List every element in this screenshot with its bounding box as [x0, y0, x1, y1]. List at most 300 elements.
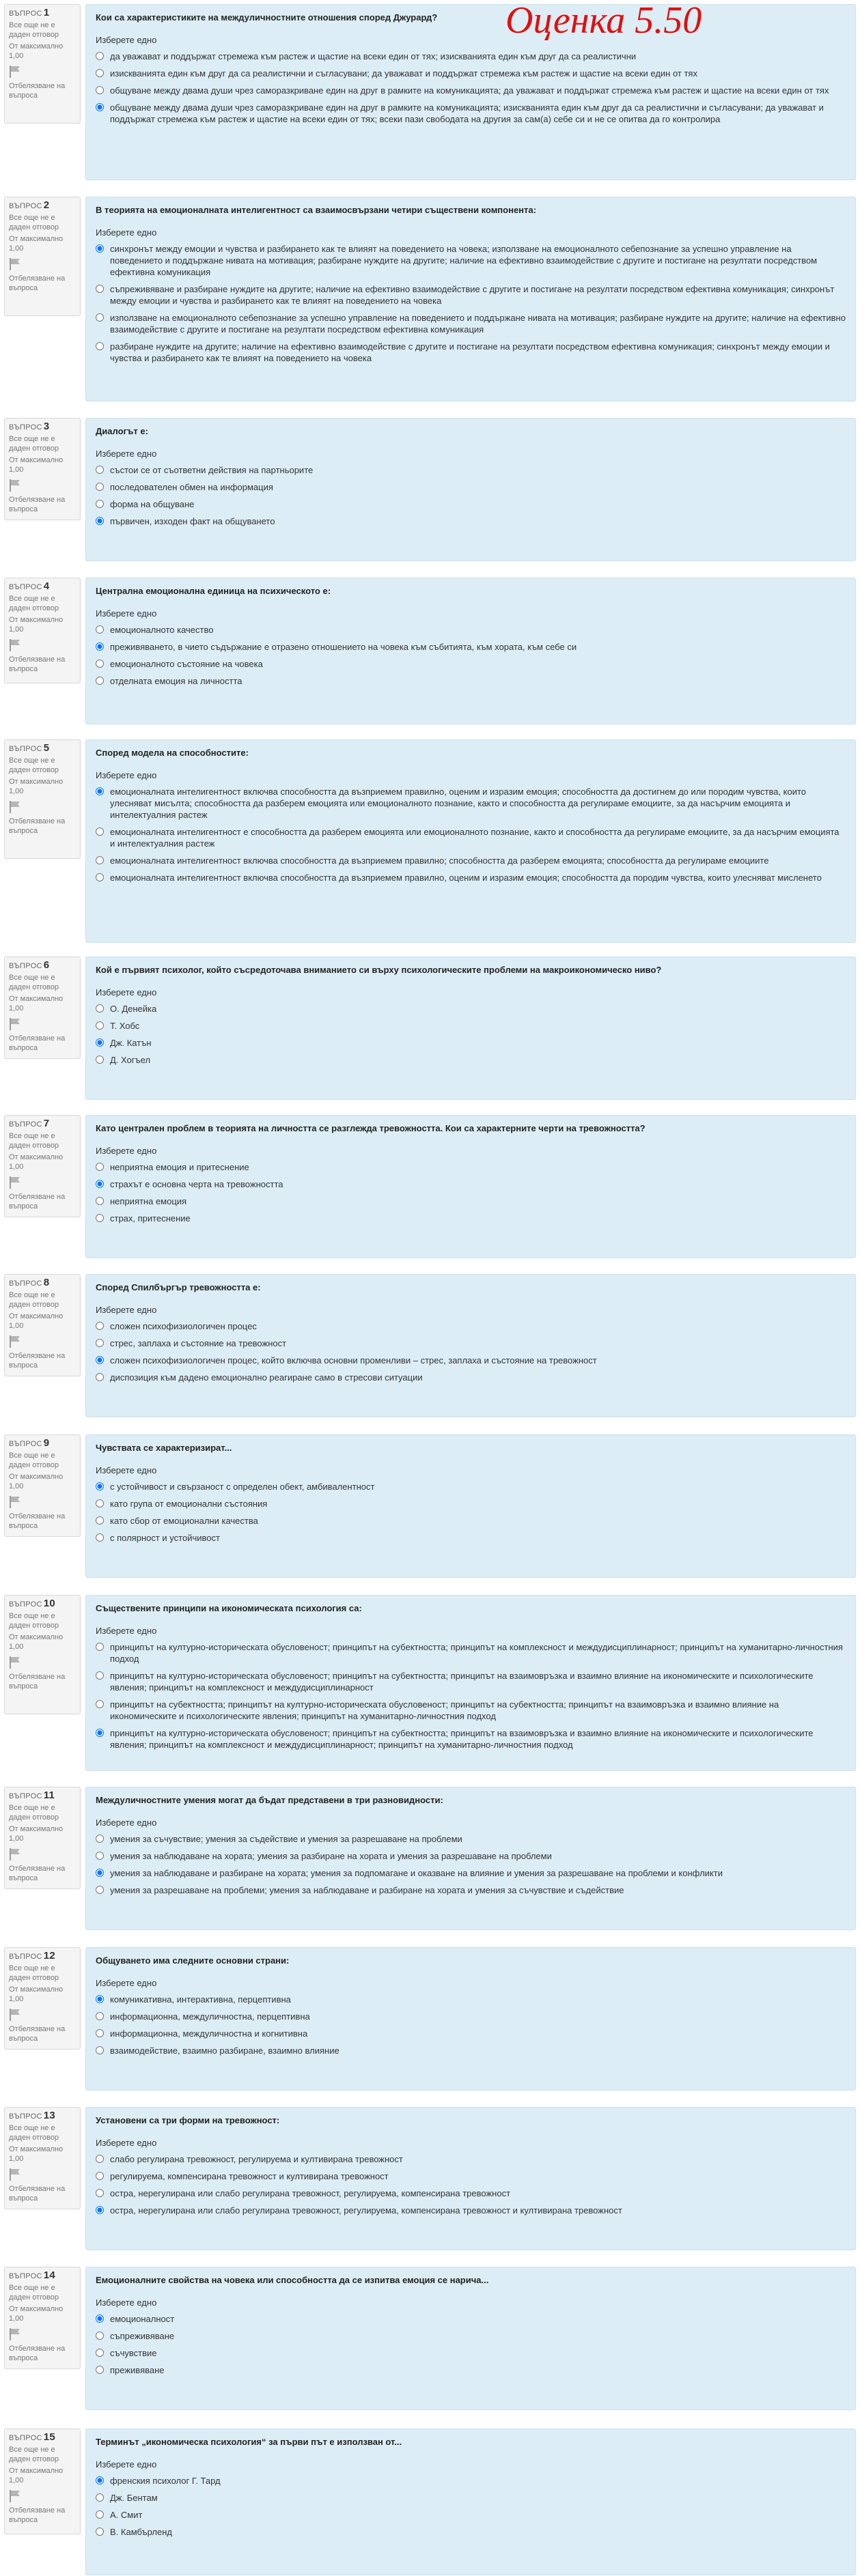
answer-radio[interactable]: [96, 517, 104, 525]
flag-question-link[interactable]: Отбелязване на въпроса: [9, 1193, 66, 1211]
answer-option[interactable]: [96, 2188, 846, 2199]
answer-option[interactable]: [96, 2492, 846, 2504]
answer-option-text: като сбор от емоционални качества: [110, 1516, 258, 1526]
answer-option[interactable]: [96, 675, 846, 687]
question-content: [85, 957, 856, 1100]
answer-radio[interactable]: [96, 1322, 104, 1330]
answer-radio[interactable]: [96, 1038, 104, 1047]
answer-option-text: Т. Хобс: [110, 1021, 140, 1031]
answer-option[interactable]: [96, 283, 846, 307]
answer-option-text: общуване между двама души чрез саморазкриване един на друг в рамките на комуникацията; да уважават и поддържат стремежа към растеж и щастие на всеки един от тях: [110, 85, 829, 96]
answer-radio[interactable]: [96, 827, 104, 836]
answer-option-text: отделната емоция на личността: [110, 676, 242, 686]
answer-radio[interactable]: [96, 2332, 104, 2340]
flag-question-link[interactable]: Отбелязване на въпроса: [9, 2185, 66, 2203]
question-content: [85, 1787, 856, 1930]
question-number: ВЪПРОС 8: [9, 1277, 50, 1288]
answer-option-text: страхът е основна черта на тревожността: [110, 1179, 283, 1189]
answer-option[interactable]: [96, 2509, 846, 2521]
question-max-points: От максимално 1,00: [9, 235, 64, 253]
answer-radio[interactable]: [96, 2172, 104, 2180]
answer-option[interactable]: [96, 2028, 846, 2039]
answer-option[interactable]: [96, 2045, 846, 2056]
answer-radio[interactable]: [96, 2476, 104, 2485]
answer-option-text: емоционалната интелигентност включва способността да възприемем правилно, оценим и изразим емоция; способността да породим чувства, които улесняват мисленето: [110, 873, 822, 883]
question-number: ВЪПРОС 2: [9, 199, 50, 211]
answer-option-text: форма на общуване: [110, 499, 195, 509]
question-status: Все още не е даден отговор: [9, 1132, 59, 1150]
flag-icon[interactable]: [9, 800, 21, 814]
question-text: Централна емоционална единица на психическото е:: [96, 586, 331, 596]
answer-options: [96, 1833, 846, 1896]
answer-radio[interactable]: [96, 856, 104, 864]
question-content: [85, 197, 856, 401]
answer-options: [96, 2313, 846, 2376]
question-text: Диалогът е:: [96, 426, 148, 436]
answer-prompt: Изберете едно: [96, 2459, 157, 2469]
answer-option[interactable]: [96, 243, 846, 278]
answer-option[interactable]: [96, 2347, 846, 2359]
answer-option[interactable]: [96, 341, 846, 364]
answer-option[interactable]: [96, 658, 846, 670]
answer-options: [96, 1320, 846, 1383]
answer-option-text: Д. Хогъел: [110, 1055, 151, 1065]
answer-options: [96, 624, 846, 687]
answer-option-text: използване на емоционалното себепознание за успешно управление на поведението и поддържане нивата на мотивация; разбиране нуждите на другите; наличие на ефективно взаимодействие с другите и постигане на резултати посредством ефективна комуникация: [110, 313, 846, 335]
answer-option-text: преживяването, в чието съдържание е отразено отношението на човека към събитията, към хората, към себе си: [110, 642, 577, 652]
answer-option[interactable]: [96, 786, 846, 821]
answer-option[interactable]: [96, 1481, 846, 1492]
answer-options: [96, 51, 846, 125]
answer-option-text: Дж. Бентам: [110, 2493, 158, 2503]
answer-option-text: остра, нерегулирана или слабо регулирана тревожност, регулируема, компенсирана тревожност: [110, 2188, 511, 2198]
answer-option-text: принципът на субектността; принципът на културно-историческата обусловеност; принципът на субектността; принципът на взаимовръзка и взаимно влияние на икономическите и психологическите явления; принципът на хуманитарно-личностния подход: [110, 1699, 779, 1721]
answer-option-text: взаимодействие, взаимно разбиране, взаимно влияние: [110, 2046, 339, 2056]
answer-option[interactable]: [96, 1213, 846, 1224]
answer-option[interactable]: [96, 1161, 846, 1173]
answer-option[interactable]: [96, 1727, 846, 1751]
question-info-panel: [4, 1115, 81, 1217]
question-status: Все още не е даден отговор: [9, 21, 59, 39]
flag-icon[interactable]: [9, 638, 21, 652]
flag-icon[interactable]: [9, 65, 21, 79]
flag-icon[interactable]: [9, 2168, 21, 2181]
question-info-panel: [4, 2107, 81, 2209]
answer-option-text: А. Смит: [110, 2510, 143, 2520]
answer-radio[interactable]: [96, 1021, 104, 1030]
question-info-panel: [4, 197, 81, 316]
flag-icon[interactable]: [9, 2327, 21, 2341]
flag-icon[interactable]: [9, 1176, 21, 1189]
question-content: [85, 1947, 856, 2091]
answer-option-text: умения за съчувствие; умения за съдействие и умения за разрешаване на проблеми: [110, 1834, 462, 1844]
answer-radio[interactable]: [96, 2046, 104, 2054]
answer-option[interactable]: [96, 481, 846, 493]
answer-radio[interactable]: [96, 677, 104, 685]
question-status: Все още не е даден отговор: [9, 1612, 59, 1630]
answer-radio[interactable]: [96, 2155, 104, 2163]
answer-radio[interactable]: [96, 1643, 104, 1651]
question-content: [85, 2429, 856, 2575]
question-number: ВЪПРОС 13: [9, 2110, 56, 2121]
question-number: ВЪПРОС 7: [9, 1118, 50, 1129]
answer-prompt: Изберете едно: [96, 770, 157, 780]
question-max-points: От максимално 1,00: [9, 995, 64, 1013]
answer-option[interactable]: [96, 464, 846, 476]
question-text: Терминът „икономическа психология“ за първи път е използван от...: [96, 2437, 402, 2447]
question-status: Все още не е даден отговор: [9, 1291, 59, 1309]
answer-prompt: Изберете едно: [96, 449, 157, 459]
question-info-panel: [4, 1274, 81, 1376]
answer-radio[interactable]: [96, 1516, 104, 1525]
answer-options: [96, 2475, 846, 2538]
flag-question-link[interactable]: Отбелязване на въпроса: [9, 2506, 66, 2524]
question-number: ВЪПРОС 3: [9, 421, 50, 432]
answer-radio[interactable]: [96, 1197, 104, 1205]
answer-prompt: Изберете едно: [96, 227, 157, 238]
grade-annotation: Оценка 5.50: [505, 0, 702, 42]
question-content: [85, 2107, 856, 2250]
question-status: Все още не е даден отговор: [9, 1452, 59, 1469]
answer-option[interactable]: [96, 1320, 846, 1332]
flag-icon[interactable]: [9, 479, 21, 492]
answer-option-text: емоционалната интелигентност включва способността да възприемем правилно; способността да разберем емоцията; способността да регулираме емоциите: [110, 855, 769, 866]
question-info-panel: [4, 418, 81, 520]
question-number: ВЪПРОС 6: [9, 959, 50, 971]
question-content: [85, 739, 856, 943]
answer-option[interactable]: [96, 2170, 846, 2182]
answer-radio[interactable]: [96, 1356, 104, 1364]
question-text: Кои са характеристиките на междуличностните отношения според Джурард?: [96, 12, 438, 23]
flag-icon[interactable]: [9, 2489, 21, 2503]
answer-radio[interactable]: [96, 787, 104, 795]
answer-options: [96, 243, 846, 364]
answer-option[interactable]: [96, 2364, 846, 2376]
answer-radio[interactable]: [96, 1671, 104, 1680]
flag-icon[interactable]: [9, 1656, 21, 1669]
answer-option[interactable]: [96, 1532, 846, 1544]
answer-option[interactable]: [96, 1641, 846, 1665]
question-max-points: От максимално 1,00: [9, 456, 64, 474]
answer-option-text: умения за наблюдаване и разбиране на хората; умения за подпомагане и оказване на влияние и умения за разрешаване на проблеми и конфликти: [110, 1868, 723, 1878]
answer-radio[interactable]: [96, 69, 104, 77]
answer-option[interactable]: [96, 1037, 846, 1049]
answer-radio[interactable]: [96, 1499, 104, 1508]
question-status: Все още не е даден отговор: [9, 2284, 59, 2302]
question-info-panel: [4, 1434, 81, 1537]
question-max-points: От максимално 1,00: [9, 2305, 64, 2323]
question-text: Общуването има следните основни страни:: [96, 1955, 290, 1966]
answer-option-text: Дж. Катън: [110, 1038, 152, 1048]
answer-option[interactable]: [96, 85, 846, 96]
answer-option-text: състои се от съответни действия на партньорите: [110, 465, 314, 475]
flag-question-link[interactable]: Отбелязване на въпроса: [9, 2025, 66, 2043]
question-max-points: От максимално 1,00: [9, 1312, 64, 1330]
answer-radio[interactable]: [96, 86, 104, 94]
answer-option-text: информационна, междуличностна и когнитивна: [110, 2028, 308, 2039]
answer-radio[interactable]: [96, 500, 104, 508]
answer-option-text: принципът на културно-историческата обусловеност; принципът на субектността; принципът на взаимовръзка и взаимно влияние на икономическите и психологическите явления; принципът на комплексност и междудисциплинарност: [110, 1671, 814, 1693]
answer-option[interactable]: [96, 1195, 846, 1207]
question-content: [85, 1434, 856, 1578]
question-number: ВЪПРОС 10: [9, 1598, 56, 1609]
question-content: [85, 1595, 856, 1771]
answer-option-text: емоционалното състояние на човека: [110, 659, 263, 669]
answer-option[interactable]: [96, 641, 846, 653]
answer-option[interactable]: [96, 872, 846, 883]
answer-option-text: изискванията един към друг да са реалистични и съгласувани; да уважават и поддържат стремежа към растеж и щастие на всеки един от тях: [110, 68, 697, 79]
flag-question-link[interactable]: Отбелязване на въпроса: [9, 817, 66, 835]
question-status: Все още не е даден отговор: [9, 435, 59, 453]
answer-option-text: общуване между двама души чрез саморазкриване един на друг в рамките на комуникацията; изискванията един към друг да са реалистични и съгласувани; да уважават и поддържат стремежа към растеж и щастие на всеки един от тях; всеки пази свободата на другия за сам(а) себе си и не се опитва да го контролира: [110, 102, 824, 124]
answer-option[interactable]: [96, 855, 846, 866]
question-text: Кой е първият психолог, който съсредоточава вниманието си върху психологическите проблеми на макроикономическо ниво?: [96, 965, 662, 975]
answer-radio[interactable]: [96, 2206, 104, 2214]
answer-option-text: стрес, заплаха и състояние на тревожност: [110, 1338, 287, 1348]
answer-option-text: с полярност и устойчивост: [110, 1533, 220, 1543]
answer-option-text: емоционалното качество: [110, 625, 214, 635]
question-number: ВЪПРОС 4: [9, 580, 50, 592]
answer-option-text: остра, нерегулирана или слабо регулирана тревожност, регулируема, компенсирана тревожност и култивирана тревожност: [110, 2205, 622, 2216]
question-info-panel: [4, 578, 81, 683]
answer-prompt: Изберете едно: [96, 1817, 157, 1828]
question-status: Все още не е даден отговор: [9, 974, 59, 991]
answer-radio[interactable]: [96, 1700, 104, 1708]
answer-prompt: Изберете едно: [96, 1146, 157, 1156]
flag-icon[interactable]: [9, 1495, 21, 1509]
question-max-points: От максимално 1,00: [9, 778, 64, 795]
answer-option[interactable]: [96, 1833, 846, 1845]
answer-radio[interactable]: [96, 2366, 104, 2374]
answer-option[interactable]: [96, 102, 846, 125]
answer-options: [96, 1161, 846, 1224]
answer-option-text: преживяване: [110, 2365, 165, 2375]
answer-radio[interactable]: [96, 1373, 104, 1381]
question-max-points: От максимално 1,00: [9, 1985, 64, 2003]
flag-icon[interactable]: [9, 1848, 21, 1861]
answer-option[interactable]: [96, 2313, 846, 2325]
question-max-points: От максимално 1,00: [9, 1633, 64, 1651]
answer-radio[interactable]: [96, 1869, 104, 1877]
answer-option[interactable]: [96, 515, 846, 527]
answer-radio[interactable]: [96, 313, 104, 322]
answer-radio[interactable]: [96, 2315, 104, 2323]
answer-radio[interactable]: [96, 1180, 104, 1188]
answer-option[interactable]: [96, 1355, 846, 1366]
answer-option[interactable]: [96, 1670, 846, 1693]
flag-question-link[interactable]: Отбелязване на въпроса: [9, 1673, 66, 1690]
question-info-panel: [4, 739, 81, 859]
answer-option[interactable]: [96, 1020, 846, 1032]
answer-option-text: принципът на културно-историческата обусловеност; принципът на субектността; принципът на взаимовръзка и взаимно влияние на икономическите и психологическите явления; принципът на комплексност и междудисциплинарност; принципът на хуманитарно-личностния подход: [110, 1728, 814, 1750]
question-text: Като централен проблем в теорията на личността се разглежда тревожността. Кои са характерните черти на тревожността?: [96, 1123, 646, 1133]
answer-radio[interactable]: [96, 1533, 104, 1542]
answer-option-text: слабо регулирана тревожност, регулируема и култивирана тревожност: [110, 2154, 403, 2164]
answer-option[interactable]: [96, 51, 846, 62]
question-number: ВЪПРОС 12: [9, 1950, 56, 1962]
answer-radio[interactable]: [96, 1995, 104, 2003]
answer-option[interactable]: [96, 68, 846, 79]
answer-prompt: Изберете едно: [96, 1305, 157, 1315]
flag-icon[interactable]: [9, 1017, 21, 1031]
question-status: Все още не е даден отговор: [9, 595, 59, 612]
question-status: Все още не е даден отговор: [9, 1804, 59, 1822]
question-info-panel: [4, 1787, 81, 1889]
answer-radio[interactable]: [96, 2012, 104, 2020]
answer-option[interactable]: [96, 1178, 846, 1190]
answer-options: [96, 786, 846, 883]
question-max-points: От максимално 1,00: [9, 1825, 64, 1843]
question-info-panel: [4, 1595, 81, 1714]
answer-option[interactable]: [96, 1515, 846, 1527]
answer-option-text: съпреживяване и разбиране нуждите на другите; наличие на ефективно взаимодействие с другите и постигане на резултати посредством ефективна комуникация; синхронът между емоции и чувства и разбирането как те влияят на поведението на човека: [110, 284, 835, 306]
answer-prompt: Изберете едно: [96, 35, 157, 45]
answer-radio[interactable]: [96, 2510, 104, 2519]
answer-options: [96, 2153, 846, 2216]
answer-radio[interactable]: [96, 1056, 104, 1064]
answer-options: [96, 1481, 846, 1544]
answer-radio[interactable]: [96, 342, 104, 350]
answer-radio[interactable]: [96, 642, 104, 651]
answer-radio[interactable]: [96, 625, 104, 634]
question-number: ВЪПРОС 9: [9, 1437, 50, 1449]
answer-radio[interactable]: [96, 873, 104, 881]
question-content: [85, 4, 856, 180]
answer-option[interactable]: [96, 2526, 846, 2538]
question-content: [85, 2267, 856, 2410]
question-number: ВЪПРОС 15: [9, 2431, 56, 2443]
flag-question-link[interactable]: Отбелязване на въпроса: [9, 1512, 66, 1530]
answer-option[interactable]: [96, 1003, 846, 1015]
answer-option[interactable]: [96, 2330, 846, 2342]
flag-question-link[interactable]: Отбелязване на въпроса: [9, 496, 66, 513]
answer-option-text: последователен обмен на информация: [110, 482, 273, 492]
answer-option-text: неприятна емоция и притеснение: [110, 1162, 249, 1172]
answer-option[interactable]: [96, 826, 846, 849]
answer-option-text: В. Камбърленд: [110, 2527, 172, 2537]
flag-icon[interactable]: [9, 2008, 21, 2022]
question-status: Все още не е даден отговор: [9, 756, 59, 774]
flag-question-link[interactable]: Отбелязване на въпроса: [9, 274, 66, 292]
answer-radio[interactable]: [96, 1214, 104, 1222]
question-max-points: От максимално 1,00: [9, 1473, 64, 1490]
answer-option-text: умения за разрешаване на проблеми; умения за наблюдаване и разбиране на хората и умения за съчувствие и съдействие: [110, 1885, 624, 1895]
answer-option[interactable]: [96, 1867, 846, 1879]
answer-option-text: умения за наблюдаване на хората; умения за разбиране на хората и умения за разрешаване на проблеми: [110, 1851, 552, 1861]
question-number: ВЪПРОС 5: [9, 742, 50, 754]
answer-option-text: О. Денейка: [110, 1004, 157, 1014]
answer-option[interactable]: [96, 1498, 846, 1510]
answer-prompt: Изберете едно: [96, 1978, 157, 1988]
flag-question-link[interactable]: Отбелязване на въпроса: [9, 2345, 66, 2362]
answer-option[interactable]: [96, 2011, 846, 2022]
answer-radio[interactable]: [96, 1339, 104, 1347]
answer-radio[interactable]: [96, 2528, 104, 2536]
flag-question-link[interactable]: Отбелязване на въпроса: [9, 1034, 66, 1052]
answer-radio[interactable]: [96, 2029, 104, 2037]
flag-icon[interactable]: [9, 257, 21, 271]
answer-option[interactable]: [96, 2475, 846, 2487]
answer-radio[interactable]: [96, 244, 104, 253]
question-content: [85, 1115, 856, 1258]
question-info-panel: [4, 2429, 81, 2534]
answer-option[interactable]: [96, 2205, 846, 2216]
question-number: ВЪПРОС 1: [9, 7, 50, 18]
answer-option-text: синхронът между емоции и чувства и разбирането как те влияят на поведението на човека; използване на емоционалното себепознание за успешно управление на поведението и поддържане нивата на мотивация; разбиране нуждите на другите; наличие на ефективно взаимодействие с другите и постигане на резултати посредством ефективна комуникация: [110, 244, 818, 277]
question-text: Съществените принципи на икономическата психология са:: [96, 1603, 362, 1613]
answer-radio[interactable]: [96, 1886, 104, 1894]
answer-radio[interactable]: [96, 285, 104, 293]
answer-radio[interactable]: [96, 1004, 104, 1013]
answer-prompt: Изберете едно: [96, 2297, 157, 2308]
question-max-points: От максимално 1,00: [9, 42, 64, 60]
answer-option-text: неприятна емоция: [110, 1196, 187, 1206]
answer-radio[interactable]: [96, 2349, 104, 2357]
answer-radio[interactable]: [96, 660, 104, 668]
question-content: [85, 1274, 856, 1417]
answer-option[interactable]: [96, 498, 846, 510]
answer-option-text: разбиране нуждите на другите; наличие на ефективно взаимодействие с другите и постигане на резултати посредством ефективна комуникация; синхронът между емоции и чувства и разбирането как те влияят на поведението на човека: [110, 341, 830, 363]
answer-option-text: да уважават и поддържат стремежа към растеж и щастие на всеки един от тях; изискванията един към друг да са реалистични: [110, 51, 637, 61]
question-number: ВЪПРОС 11: [9, 1789, 55, 1801]
question-status: Все още не е даден отговор: [9, 214, 59, 231]
flag-question-link[interactable]: Отбелязване на въпроса: [9, 1352, 66, 1370]
answer-option-text: диспозиция към дадено емоционално реагиране само в стресови ситуации: [110, 1372, 423, 1383]
answer-radio[interactable]: [96, 1163, 104, 1171]
answer-radio[interactable]: [96, 1852, 104, 1860]
answer-option[interactable]: [96, 1884, 846, 1896]
answer-option[interactable]: [96, 1850, 846, 1862]
question-text: Установени са три форми на тревожност:: [96, 2115, 280, 2125]
answer-radio[interactable]: [96, 466, 104, 474]
answer-options: [96, 1003, 846, 1066]
answer-radio[interactable]: [96, 1482, 104, 1490]
answer-prompt: Изберете едно: [96, 1465, 157, 1475]
answer-radio[interactable]: [96, 52, 104, 60]
answer-option-text: с устойчивост и свързаност с определен обект, амбивалентност: [110, 1482, 375, 1492]
answer-option-text: като група от емоционални състояния: [110, 1499, 268, 1509]
answer-prompt: Изберете едно: [96, 1626, 157, 1636]
answer-radio[interactable]: [96, 2189, 104, 2197]
answer-radio[interactable]: [96, 1835, 104, 1843]
flag-question-link[interactable]: Отбелязване на въпроса: [9, 655, 66, 673]
answer-radio[interactable]: [96, 103, 104, 111]
answer-option[interactable]: [96, 1337, 846, 1349]
answer-option[interactable]: [96, 1994, 846, 2005]
answer-option[interactable]: [96, 312, 846, 335]
answer-option[interactable]: [96, 624, 846, 636]
answer-option[interactable]: [96, 1699, 846, 1722]
answer-options: [96, 464, 846, 527]
answer-radio[interactable]: [96, 483, 104, 491]
question-max-points: От максимално 1,00: [9, 616, 64, 634]
answer-option-text: информационна, междуличностна, перцептивна: [110, 2011, 310, 2022]
question-text: Междуличностните умения могат да бъдат представени в три разновидности:: [96, 1795, 443, 1805]
flag-question-link[interactable]: Отбелязване на въпроса: [9, 82, 66, 100]
question-text: Според Спилбъргър тревожността е:: [96, 1282, 261, 1292]
answer-options: [96, 1994, 846, 2056]
answer-option[interactable]: [96, 1054, 846, 1066]
answer-option-text: съчувствие: [110, 2348, 157, 2358]
answer-radio[interactable]: [96, 2493, 104, 2502]
answer-option[interactable]: [96, 1372, 846, 1383]
answer-option[interactable]: [96, 2153, 846, 2165]
answer-option-text: емоционалната интелигентност е способността да разберем емоцията или емоционалното познание, както и способността да регулираме емоциите, за да насърчим емоцията и интелектуалния растеж: [110, 827, 840, 849]
flag-question-link[interactable]: Отбелязване на въпроса: [9, 1865, 66, 1882]
answer-radio[interactable]: [96, 1729, 104, 1737]
flag-icon[interactable]: [9, 1335, 21, 1348]
question-text: В теорията на емоционалната интелигентност са взаимосвързани четири съществени компонента:: [96, 205, 536, 215]
